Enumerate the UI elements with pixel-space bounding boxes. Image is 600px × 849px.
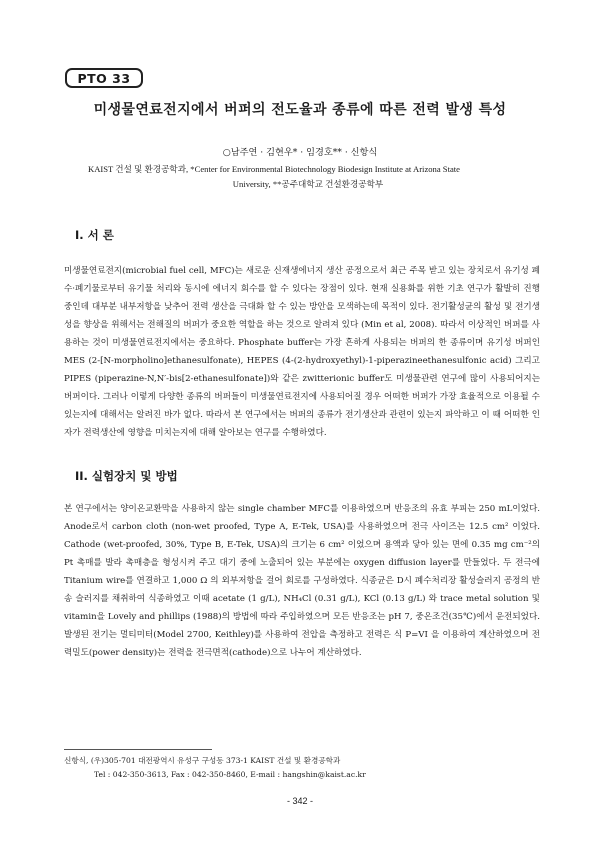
footnote-address: 신항식, (우)305-701 대전광역시 유성구 구성동 373-1 KAIST 건설 및 환경공학과 [64, 756, 341, 765]
section-heading-methods: II. 실험장치 및 방법 [75, 469, 178, 483]
affiliation-line-1: KAIST 건설 및 환경공학과, *Center for Environmental Biotechnology Biodesign Institute at Arizona State [88, 164, 460, 174]
section-body-methods: 본 연구에서는 양이온교환막을 사용하지 않는 single chamber MFC를 이용하였으며 반응조의 유효 부피는 250 mL이었다. Anode로서 carbon cloth (non-wet proofed, Type A, E-Tek, USA)를 사용하였으며 전극 사이즈는 12.5 cm² 이었다. Cathode (wet-proofed, 30%, Type B, E-Tek, USA)의 크기는 6 cm² 이었으며 용액과 닿아 있는 면에 0.35 mg cm⁻²의 Pt 촉매를 발라 촉매층을 형성시켜 주고 대기 중에 노출되어 있는 부분에는 oxygen diffusion layer를 만들었다. 두 전극에 Titanium wire를 연결하고 1,000 Ω 의 외부저항을 걸어 회로를 구성하였다. 식종균은 D시 폐수처리장 활성슬러지 공정의 반송 슬러지를 채취하여 식종하였고 이때 acetate (1 g/L), NH₄Cl (0.31 g/L), KCl (0.13 g/L) 와 trace metal solution 및 vitamin을 Lovely and phillips (1988)의 방법에 따라 주입하였으며 모든 반응조는 pH 7, 중온조건(35℃)에서 운전되었다. 발생된 전기는 멀티미터(Model 2700, Keithley)를 사용하여 전압을 측정하고 전력은 식 P=VI 을 이용하여 계산하였으며 전력밀도(power density)는 전력을 전극면적(cathode)으로 나누어 계산하였다. [64, 504, 540, 658]
page-number: - 342 - [286, 796, 313, 806]
author-list: ○남주연 · 김현우* · 임경호** · 신항식 [222, 147, 378, 158]
session-code-badge: PTO 33 [65, 68, 143, 88]
section-heading-introduction: I. 서 론 [75, 228, 114, 242]
affiliation-line-2: University, **공주대학교 건설환경공학부 [232, 179, 384, 189]
section-body-introduction: 미생물연료전지(microbial fuel cell, MFC)는 새로운 신재생에너지 생산 공정으로서 최근 주목 받고 있는 장치로서 유기성 폐수·폐기물로부터 유기물 처리와 동시에 에너지 회수를 할 수 있다는 장점이 있다. 현재 실용화를 위한 기초 연구가 활발히 진행 중인데 대부분 내부저항을 낮추어 전력 생산을 극대화 할 수 있는 방안을 모색하는데 목적이 있다. 전기활성균의 활성 및 전기생성을 향상을 위해서는 전해질의 버퍼가 중요한 역할을 하는 것으로 알려져 있다 (Min et al, 2008). 따라서 이상적인 버퍼를 사용하는 것이 미생물연료전지에서는 중요하다. Phosphate buffer는 가장 흔하게 사용되는 버퍼의 한 종류이며 유기성 버퍼인 MES (2-[N-morpholino]ethanesulfonate), HEPES (4-(2-hydroxyethyl)-1-piperazineethanesulfonic acid) 그리고 PIPES (piperazine-N,N′-bis[2-ethanesulfonate])와 같은 zwitterionic buffer도 미생물관련 연구에 많이 사용되어지는 버퍼이다. 그러나 이렇게 다양한 종류의 버퍼들이 미생물연료전지에 사용되어질 경우 어떠한 버퍼가 가장 효율적으로 이용될 수 있는지에 대해서는 알려진 바가 없다. 따라서 본 연구에서는 버퍼의 종류가 전기생산과 관련이 있는지 파악하고 이 때 어떠한 인자가 전력생산에 영향을 미치는지에 대해 알아보는 연구를 수행하였다. [64, 266, 540, 438]
paper-title: 미생물연료전지에서 버퍼의 전도율과 종류에 따른 전력 발생 특성 [93, 102, 507, 118]
affiliation [88, 162, 528, 192]
footnote-divider [64, 749, 212, 750]
footnote [64, 754, 544, 782]
footnote-contact: Tel : 042-350-3613, Fax : 042-350-8460, E-mail : hangshin@kaist.ac.kr [94, 770, 366, 779]
